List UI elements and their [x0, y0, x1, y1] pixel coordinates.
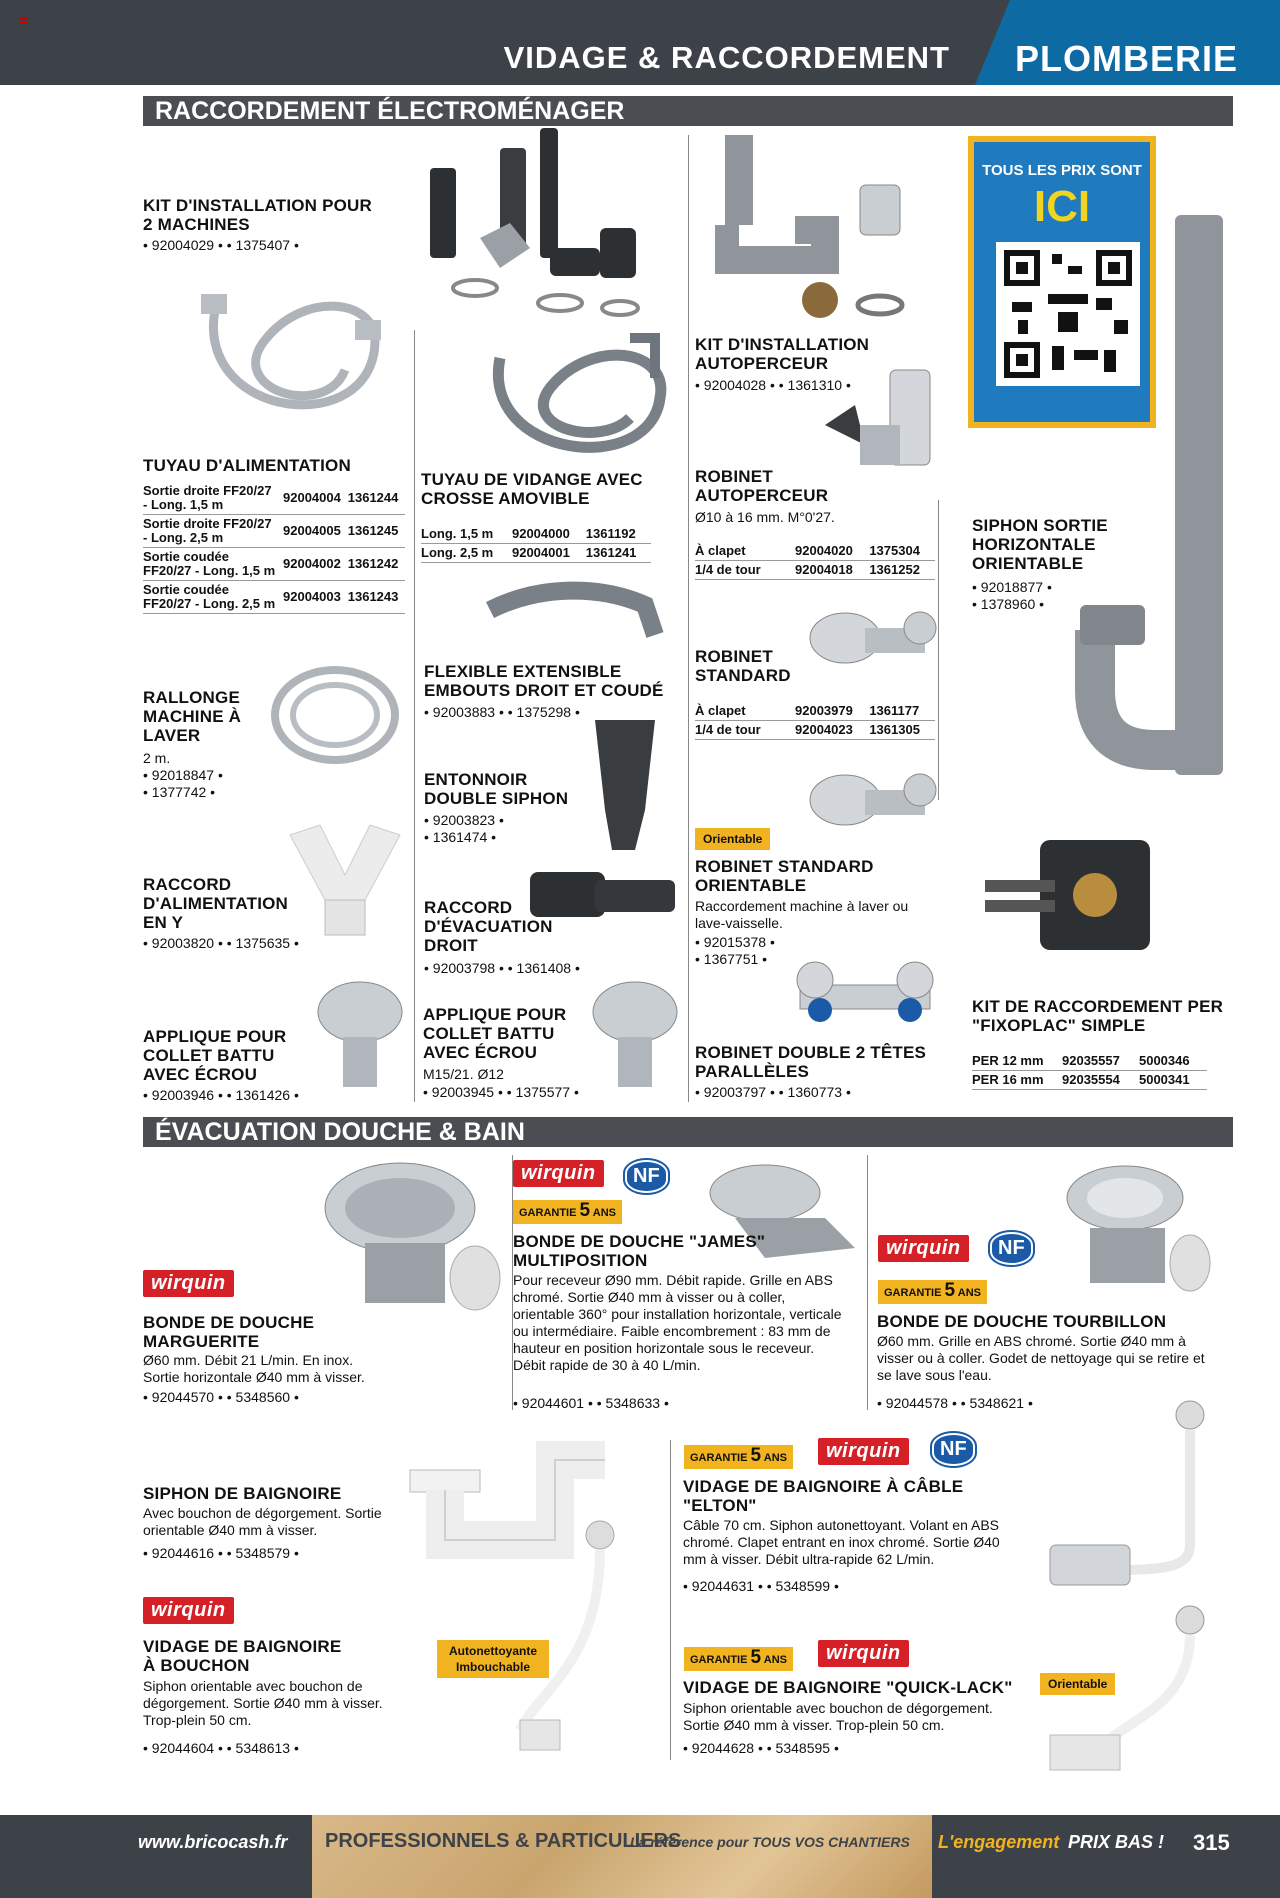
product-title: TUYAU D'ALIMENTATION — [143, 456, 351, 475]
fixoplac-image — [985, 820, 1160, 980]
product-ref: • 92044604 • • 5348613 • — [143, 1740, 299, 1756]
category-title: PLOMBERIE — [1015, 38, 1239, 79]
product-title: ROBINET AUTOPERCEUR — [695, 467, 829, 505]
bonde-tourbillon-image — [1055, 1158, 1215, 1308]
product-title: KIT D'INSTALLATION POUR 2 MACHINES — [143, 196, 372, 234]
table-row: Long. 2,5 m 92004001 1361241 — [421, 544, 651, 563]
product-ref: • 1361474 • — [424, 829, 497, 845]
entonnoir-image — [590, 720, 660, 860]
product-title: VIDAGE DE BAIGNOIRE "QUICK-LACK" — [683, 1678, 1013, 1697]
product-title: ROBINET DOUBLE 2 TÊTES PARALLÈLES — [695, 1043, 927, 1081]
orientable-badge: Orientable — [695, 828, 770, 850]
product-title: ROBINET STANDARD — [695, 647, 791, 685]
applique-image — [580, 972, 680, 1102]
product-ref: • 92044578 • • 5348621 • — [877, 1395, 1033, 1411]
product-ref: • 1367751 • — [695, 951, 768, 967]
product-text: Avec bouchon de dégorgement. Sortie orientable Ø40 mm à visser. — [143, 1505, 382, 1538]
product-title: ROBINET STANDARD ORIENTABLE — [695, 857, 874, 895]
kit-autoperceur-image — [715, 130, 945, 330]
product-title: ENTONNOIR DOUBLE SIPHON — [424, 770, 569, 808]
product-ref: • 92003797 • • 1360773 • — [695, 1084, 851, 1100]
robinet-autoperceur-image — [820, 365, 945, 510]
product-text: M15/21. Ø12 — [423, 1066, 504, 1082]
product-ref: • 92015378 • — [695, 934, 775, 950]
product-text: Ø10 à 16 mm. M°0'27. — [695, 509, 835, 525]
section-header-douche-bain: ÉVACUATION DOUCHE & BAIN — [143, 1117, 1233, 1147]
product-table — [972, 1052, 1207, 1090]
autonettoyante-badge: Autonettoyante Imbouchable — [437, 1640, 549, 1678]
vidage-bouchon-image — [500, 1510, 650, 1770]
footer-url[interactable]: www.bricocash.fr — [138, 1832, 288, 1852]
column-divider — [688, 135, 689, 1102]
product-table — [421, 525, 651, 563]
product-ref: • 92004029 • • 1375407 • — [143, 237, 299, 253]
table-row: À clapet 92003979 1361177 — [695, 702, 935, 721]
product-title: RACCORD D'ALIMENTATION EN Y — [143, 875, 289, 932]
product-title: KIT D'INSTALLATION AUTOPERCEUR — [695, 335, 870, 373]
product-ref: • 92003883 • • 1375298 • — [424, 704, 580, 720]
product-title: KIT DE RACCORDEMENT PER "FIXOPLAC" SIMPLE — [972, 997, 1224, 1035]
tuyau-vidange-image — [480, 328, 680, 478]
page-number: 315 — [1193, 1830, 1230, 1855]
column-divider — [670, 1440, 671, 1760]
table-row: Long. 1,5 m 92004000 1361192 — [421, 525, 651, 544]
nf-certification-badge: NF — [990, 1232, 1033, 1265]
product-title: SIPHON DE BAIGNOIRE — [143, 1484, 342, 1503]
footer-pro: PROFESSIONNELS & PARTICULIERS — [325, 1830, 682, 1852]
wirquin-logo: wirquin — [143, 1270, 234, 1297]
garantie-badge: GARANTIE 5 ANS — [684, 1647, 793, 1671]
table-row: PER 16 mm 92035554 5000341 — [972, 1071, 1207, 1090]
qr-headline: ICI — [1033, 182, 1091, 231]
product-title: VIDAGE DE BAIGNOIRE À BOUCHON — [143, 1637, 342, 1675]
product-title: TUYAU DE VIDANGE AVEC CROSSE AMOVIBLE — [421, 470, 643, 508]
footer-reference: La référence pour TOUS VOS CHANTIERS — [630, 1834, 910, 1850]
nf-certification-badge: NF — [932, 1433, 975, 1466]
kit-installation-image — [420, 128, 680, 328]
nf-certification-badge: NF — [625, 1160, 668, 1193]
product-title: BONDE DE DOUCHE "JAMES" MULTIPOSITION — [513, 1232, 766, 1270]
product-ref: • 92003945 • • 1375577 • — [423, 1084, 579, 1100]
product-ref: • 92004028 • • 1361310 • — [695, 377, 851, 393]
product-title: APPLIQUE POUR COLLET BATTU AVEC ÉCROU — [423, 1005, 567, 1062]
vidage-quicklack-image — [1040, 1600, 1230, 1780]
product-table — [143, 482, 405, 614]
footer-prix-bas: PRIX BAS ! — [1068, 1832, 1165, 1852]
footer-engagement: L'engagement — [938, 1832, 1060, 1852]
product-title: SIPHON SORTIE HORIZONTALE ORIENTABLE — [972, 516, 1108, 573]
bonde-marguerite-image — [310, 1158, 510, 1328]
table-row: 1/4 de tour 92004018 1361252 — [695, 561, 935, 580]
robinet-orientable-image — [805, 760, 945, 850]
product-ref: • 92018877 • — [972, 579, 1052, 595]
table-row: 1/4 de tour 92004023 1361305 — [695, 721, 935, 740]
qr-caption: TOUS LES PRIX SONT — [982, 162, 1142, 179]
product-title: VIDAGE DE BAIGNOIRE À CÂBLE "ELTON" — [683, 1477, 964, 1515]
wirquin-logo: wirquin — [143, 1597, 234, 1624]
wirquin-logo: wirquin — [818, 1438, 909, 1465]
wirquin-logo: wirquin — [513, 1160, 604, 1187]
table-row: PER 12 mm 92035557 5000346 — [972, 1052, 1207, 1071]
table-row: Sortie coudée FF20/27 - Long. 1,5 m 92004002 1361242 — [143, 548, 405, 581]
product-text: Siphon orientable avec bouchon de dégorgement. Sortie Ø40 mm à visser. Trop-plein 50 cm. — [143, 1678, 383, 1728]
table-row: Sortie coudée FF20/27 - Long. 2,5 m 92004003 1361243 — [143, 581, 405, 614]
siphon-horizontal-image — [1060, 210, 1235, 810]
column-divider — [414, 330, 415, 1102]
product-ref: • 92044570 • • 5348560 • — [143, 1389, 299, 1405]
product-text: Câble 70 cm. Siphon autonettoyant. Volant en ABS chromé. Clapet entrant en inox chromé. Sortie Ø40 mm à visser. Débit ultra-rapide 62 L/min. — [683, 1517, 1000, 1567]
product-title: FLEXIBLE EXTENSIBLE EMBOUTS DROIT ET COUDÉ — [424, 662, 664, 700]
table-row: Sortie droite FF20/27 - Long. 2,5 m 92004005 1361245 — [143, 515, 405, 548]
product-ref: • 92044616 • • 5348579 • — [143, 1545, 299, 1561]
flexible-hose-image — [185, 280, 395, 460]
product-title: RACCORD D'ÉVACUATION DROIT — [424, 898, 553, 955]
product-ref: • 92003946 • • 1361426 • — [143, 1087, 299, 1103]
table-row: À clapet 92004020 1375304 — [695, 542, 935, 561]
column-divider — [867, 1155, 868, 1410]
product-ref: • 92003823 • — [424, 812, 504, 828]
table-row: Sortie droite FF20/27 - Long. 1,5 m 92004004 1361244 — [143, 482, 405, 515]
garantie-badge: GARANTIE 5 ANS — [684, 1445, 793, 1469]
product-title: APPLIQUE POUR COLLET BATTU AVEC ÉCROU — [143, 1027, 287, 1084]
product-text: Siphon orientable avec bouchon de dégorgement. Sortie Ø40 mm à visser. Trop-plein 50 cm. — [683, 1700, 993, 1733]
footer-banner — [312, 1815, 932, 1898]
flag-icon — [20, 18, 28, 24]
product-title: BONDE DE DOUCHE MARGUERITE — [143, 1313, 315, 1351]
product-ref: • 1377742 • — [143, 784, 216, 800]
product-ref: • 92018847 • — [143, 767, 223, 783]
product-table — [695, 542, 935, 580]
product-text: Ø60 mm. Grille en ABS chromé. Sortie Ø40 mm à visser ou à coller. Godet de nettoyage qui se retire et se lave sous l'eau. — [877, 1333, 1205, 1383]
product-text: 2 m. — [143, 750, 171, 766]
product-ref: • 92003820 • • 1375635 • — [143, 935, 299, 951]
rallonge-hose-image — [255, 655, 405, 775]
product-ref: • 92044631 • • 5348599 • — [683, 1578, 839, 1594]
product-title: RALLONGE MACHINE À LAVER — [143, 688, 242, 745]
product-text: Pour receveur Ø90 mm. Débit rapide. Grille en ABS chromé. Sortie Ø40 mm à visser ou à coller, orientable 360° pour installation horizontale, verticale ou intermédiaire. Faible encombrement : 83 mm de hauteur en position horizontale sous le receveur. Débit rapide de 30 à 40 L/min. — [513, 1272, 842, 1373]
product-ref: • 1378960 • — [972, 596, 1045, 612]
flexible-extensible-image — [480, 575, 680, 665]
product-ref: • 92044628 • • 5348595 • — [683, 1740, 839, 1756]
garantie-badge: GARANTIE 5 ANS — [878, 1280, 987, 1304]
garantie-badge: GARANTIE 5 ANS — [513, 1200, 622, 1224]
product-text: Raccordement machine à laver ou lave-vaisselle. — [695, 898, 909, 931]
orientable-badge: Orientable — [1040, 1673, 1115, 1695]
section-header-electromenager: RACCORDEMENT ÉLECTROMÉNAGER — [143, 96, 1233, 126]
wirquin-logo: wirquin — [878, 1235, 969, 1262]
wirquin-logo: wirquin — [818, 1640, 909, 1667]
page-title: VIDAGE & RACCORDEMENT — [503, 40, 950, 75]
product-ref: • 92003798 • • 1361408 • — [424, 960, 580, 976]
product-table — [695, 702, 935, 740]
vidage-elton-image — [1040, 1395, 1230, 1595]
robinet-double-image — [785, 955, 945, 1045]
product-text: Ø60 mm. Débit 21 L/min. En inox. Sortie horizontale Ø40 mm à visser. — [143, 1352, 365, 1385]
product-title: BONDE DE DOUCHE TOURBILLON — [877, 1312, 1167, 1331]
product-ref: • 92044601 • • 5348633 • — [513, 1395, 669, 1411]
robinet-standard-image — [805, 598, 945, 688]
